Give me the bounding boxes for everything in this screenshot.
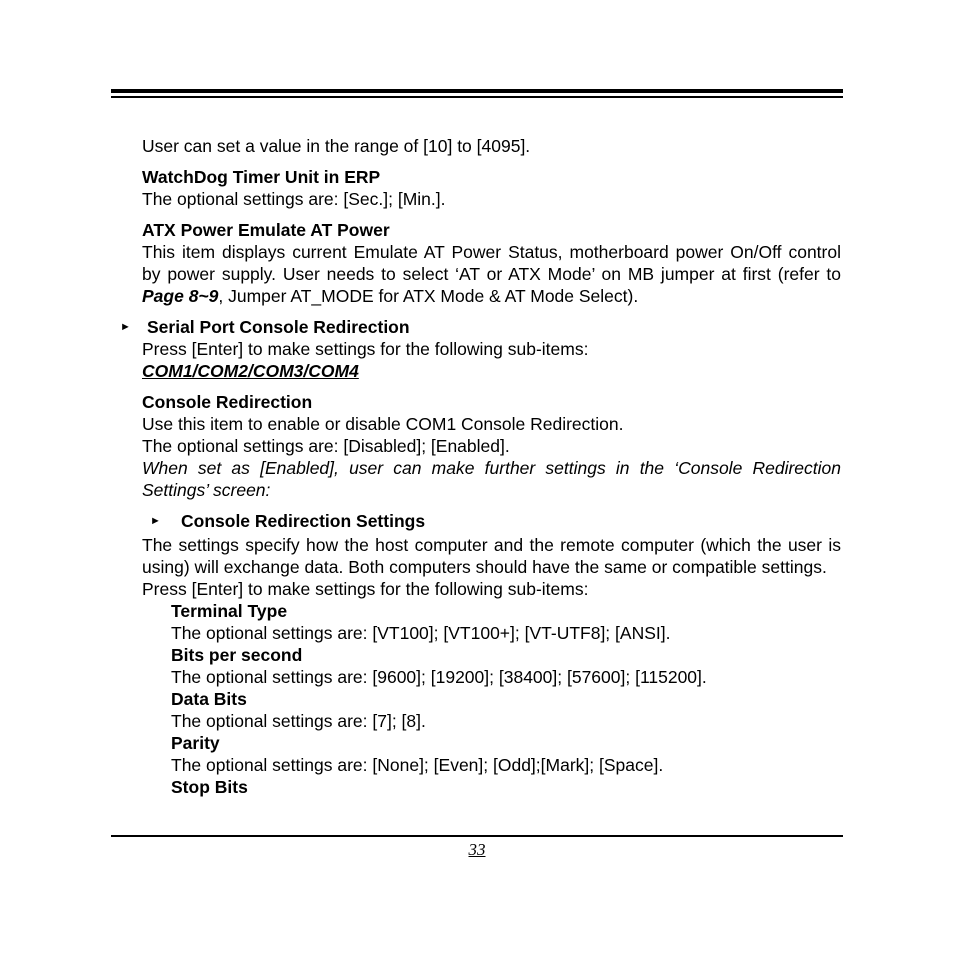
console-redirection-line-2: The optional settings are: [Disabled]; [Enabled]. [142, 436, 510, 456]
console-redirection-heading: Console Redirection [142, 392, 313, 412]
triangle-right-icon: ► [150, 515, 161, 527]
intro-text: User can set a value in the range of [10] to [4095]. [142, 136, 531, 156]
page-reference: Page 8~9 [142, 286, 219, 306]
parity-heading: Parity [171, 733, 220, 753]
header-rule-thick [111, 89, 843, 93]
atx-power-text-part2: , Jumper AT_MODE for ATX Mode & AT Mode Select). [218, 286, 639, 306]
console-settings-press: Press [Enter] to make settings for the following sub-items: [142, 579, 589, 599]
atx-power-heading: ATX Power Emulate AT Power [142, 220, 390, 240]
console-settings-text: The settings specify how the host computer and the remote computer (which the user is using) will exchange data. Both computers should have the same or compatible settings. [142, 535, 841, 577]
atx-power-text [142, 241, 841, 307]
watchdog-unit-heading: WatchDog Timer Unit in ERP [142, 167, 381, 187]
console-settings-title: Console Redirection Settings [181, 511, 426, 531]
com-ports-label: COM1/COM2/COM3/COM4 [142, 361, 359, 381]
footer-rule [111, 835, 843, 837]
parity-text: The optional settings are: [None]; [Even]; [Odd];[Mark]; [Space]. [171, 755, 664, 775]
page-number-value: 33 [468, 840, 486, 859]
page-content [120, 135, 841, 798]
triangle-right-icon: ► [120, 321, 131, 333]
header-rule-thin [111, 96, 843, 98]
bits-per-second-heading: Bits per second [171, 645, 303, 665]
terminal-type-heading: Terminal Type [171, 601, 288, 621]
terminal-type-text: The optional settings are: [VT100]; [VT100+]; [VT-UTF8]; [ANSI]. [171, 623, 671, 643]
data-bits-heading: Data Bits [171, 689, 247, 709]
bits-per-second-text: The optional settings are: [9600]; [19200]; [38400]; [57600]; [115200]. [171, 667, 707, 687]
watchdog-unit-text: The optional settings are: [Sec.]; [Min.]. [142, 189, 446, 209]
page-number [0, 840, 954, 860]
data-bits-text: The optional settings are: [7]; [8]. [171, 711, 426, 731]
console-redirection-note: When set as [Enabled], user can make further settings in the ‘Console Redirection Settings’ screen: [142, 458, 841, 500]
serial-port-text: Press [Enter] to make settings for the following sub-items: [142, 339, 589, 359]
stop-bits-heading: Stop Bits [171, 777, 248, 797]
serial-port-heading [120, 316, 841, 338]
atx-power-text-part1: This item displays current Emulate AT Power Status, motherboard power On/Off control by power supply. User needs to select ‘AT or ATX Mode’ on MB jumper at first (refer to [142, 242, 841, 284]
console-redirection-line-1: Use this item to enable or disable COM1 Console Redirection. [142, 414, 624, 434]
console-settings-heading [142, 510, 841, 532]
serial-port-title: Serial Port Console Redirection [147, 317, 410, 337]
